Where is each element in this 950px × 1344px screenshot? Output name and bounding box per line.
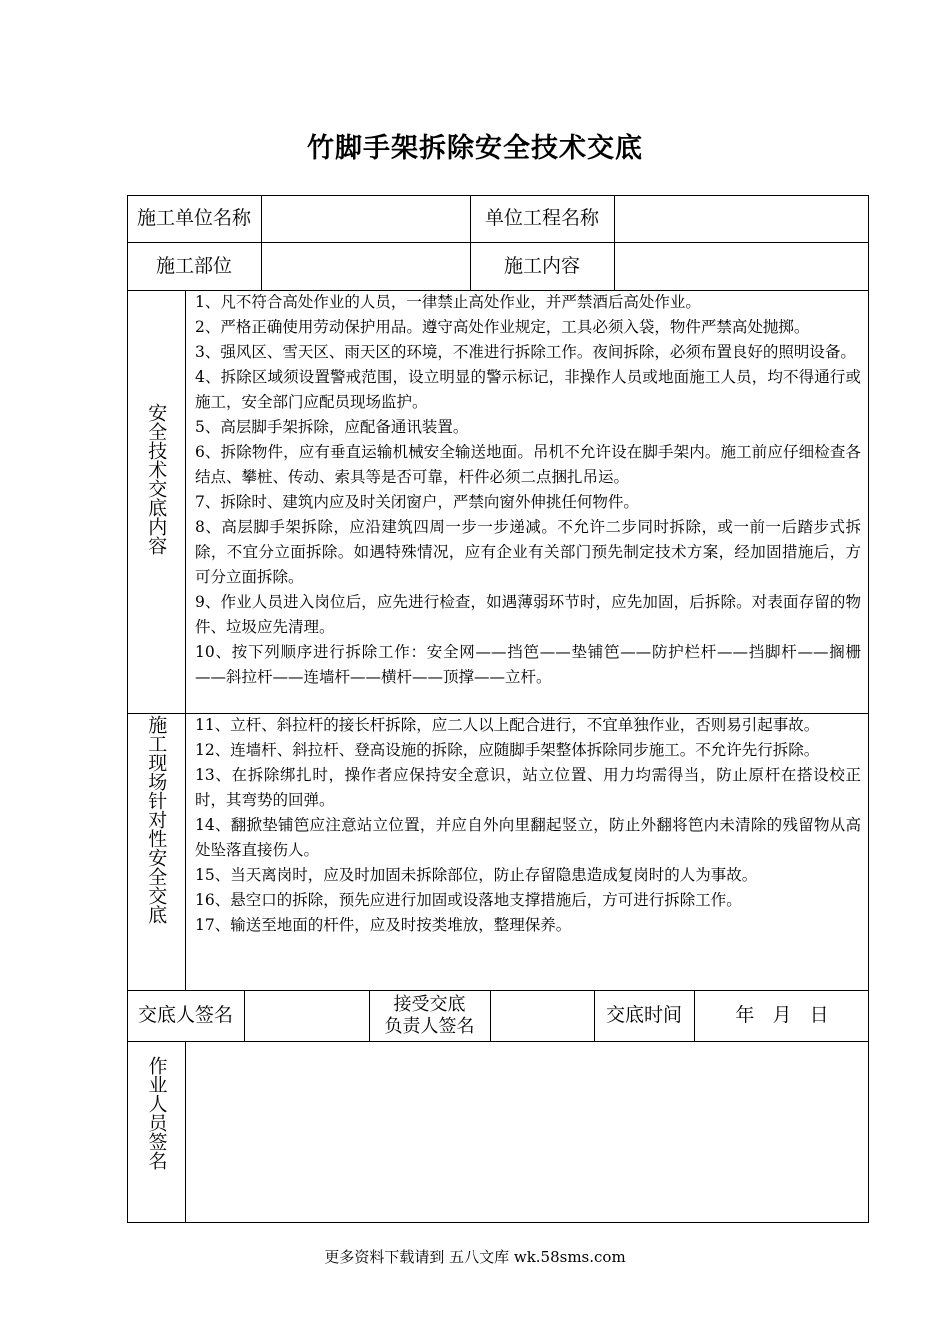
list-item: 16、悬空口的拆除，预先应进行加固或设落地支撑措施后，方可进行拆除工作。 xyxy=(195,891,742,909)
vertical-label-text: 作业人员签名 xyxy=(145,1056,168,1170)
list-item: 14、翻掀垫铺笆应注意站立位置，并应自外向里翻起竖立，防止外翻将笆内未清除的残留物从高处坠落直接伤人。 xyxy=(195,816,861,859)
list-item: 10、按下列顺序进行拆除工作：安全网——挡笆——垫铺笆——防护栏杆——挡脚杆——搁栅——斜拉杆——连墙杆——横杆——顶撑——立杆。 xyxy=(195,643,861,686)
list-item: 7、拆除时、建筑内应及时关闭窗户，严禁向窗外伸挑任何物件。 xyxy=(195,493,639,511)
list-item: 2、严格正确使用劳动保护用品。遵守高处作业规定，工具必须入袋，物件严禁高处抛掷。 xyxy=(195,318,810,336)
list-item: 12、连墙杆、斜拉杆、登高设施的拆除，应随脚手架整体拆除同步施工。不允许先行拆除。 xyxy=(195,741,820,759)
list-item: 4、拆除区域须设置警戒范围，设立明显的警示标记，非操作人员或地面施工人员，均不得通行或施工，安全部门应配员现场监护。 xyxy=(195,368,861,411)
vertical-label-text: 施工现场针对性安全交底 xyxy=(145,715,168,924)
list-item: 9、作业人员进入岗位后，应先进行检查，如遇薄弱环节时，应先加固，后拆除。对表面存留的物件、垃圾应先清理。 xyxy=(195,593,861,636)
list-item: 5、高层脚手架拆除，应配备通讯装置。 xyxy=(195,418,469,436)
list-item: 3、强风区、雪天区、雨天区的环境，不准进行拆除工作。夜间拆除，必须布置良好的照明设备。 xyxy=(195,343,856,361)
site-section-label xyxy=(127,715,185,924)
content-field[interactable] xyxy=(615,243,868,289)
receiver-label-line1: 接受交底 xyxy=(393,993,466,1015)
site-items-list xyxy=(195,713,861,938)
unit-name-label: 施工单位名称 xyxy=(136,207,251,230)
disclosure-date-field[interactable]: 年 月 日 xyxy=(735,1004,829,1027)
list-item: 11、立杆、斜拉杆的接长杆拆除，应二人以上配合进行，不宜单独作业，否则易引起事故。 xyxy=(195,716,820,734)
workers-signature-label xyxy=(127,1056,185,1170)
receiver-signature-label xyxy=(369,990,490,1041)
list-item: 6、拆除物件，应有垂直运输机械安全输送地面。吊机不允许设在脚手架内。施工前应仔细检查各结点、攀桩、传动、索具等是否可靠，杆件必须二点捆扎吊运。 xyxy=(195,443,861,486)
list-item: 15、当天离岗时，应及时加固未拆除部位，防止存留隐患造成复岗时的人为事故。 xyxy=(195,866,758,884)
vertical-label-text: 安全技术交底内容 xyxy=(145,403,168,555)
location-label: 施工部位 xyxy=(155,254,232,277)
col-divider xyxy=(185,290,186,990)
disclosure-time-label: 交底时间 xyxy=(605,1004,682,1027)
unit-name-field[interactable] xyxy=(262,196,469,241)
receiver-signature-field[interactable] xyxy=(491,991,593,1040)
list-item: 17、输送至地面的杆件，应及时按类堆放，整理保养。 xyxy=(195,916,572,934)
workers-signature-area[interactable] xyxy=(186,1042,868,1222)
list-item: 13、在拆除绑扎时，操作者应保持安全意识，站立位置、用力均需得当，防止原杆在搭设校正时，其弯势的回弹。 xyxy=(195,766,861,809)
safety-items-list xyxy=(195,290,861,690)
receiver-label-line2: 负责人签名 xyxy=(384,1015,475,1037)
discloser-signature-field[interactable] xyxy=(245,991,368,1040)
safety-section-label xyxy=(127,403,185,555)
list-item: 8、高层脚手架拆除，应沿建筑四周一步一步递减。不允许二步同时拆除，或一前一后踏步式拆除，不宜分立面拆除。如遇特殊情况，应有企业有关部门预先制定技术方案，经加固措施后，方可分立面拆除。 xyxy=(195,518,861,586)
project-name-field[interactable] xyxy=(615,196,868,241)
content-label: 施工内容 xyxy=(503,254,580,277)
document-title: 竹脚手架拆除安全技术交底 xyxy=(307,133,643,164)
list-item: 1、凡不符合高处作业的人员，一律禁止高处作业，并严禁酒后高处作业。 xyxy=(195,293,701,311)
footer-note: 更多资料下载请到 五八文库 wk.58sms.com xyxy=(324,1248,626,1266)
location-field[interactable] xyxy=(262,243,469,289)
project-name-label: 单位工程名称 xyxy=(484,207,599,230)
discloser-signature-label: 交底人签名 xyxy=(137,1004,233,1027)
